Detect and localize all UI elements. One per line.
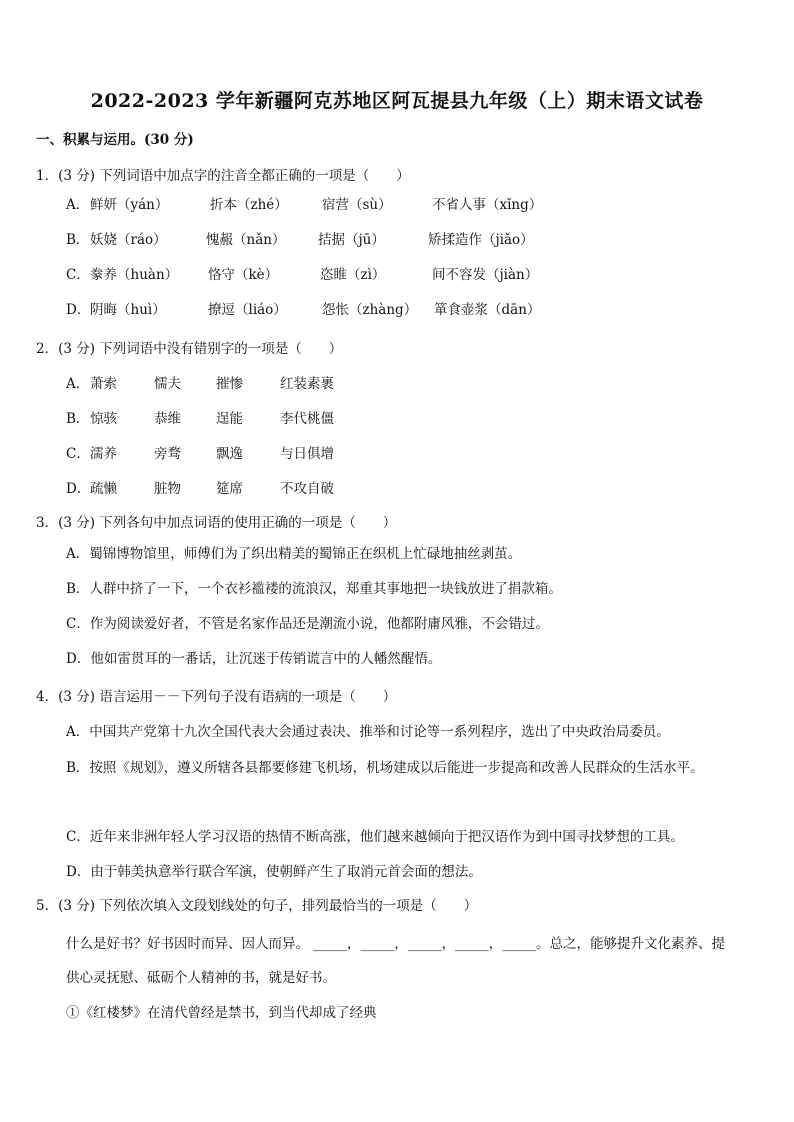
option-label: A． bbox=[66, 376, 90, 392]
option-item: 疏懒 bbox=[90, 481, 117, 497]
option-item: 撩逗（liáo） bbox=[208, 302, 287, 318]
option-label: C． bbox=[66, 446, 90, 462]
option-item: 不攻自破 bbox=[280, 481, 334, 497]
option-label: A． bbox=[66, 197, 90, 213]
option-d: D．他如雷贯耳的一番话，让沉迷于传销谎言中的人幡然醒悟。 bbox=[66, 651, 442, 667]
option-item: 宿营（sù） bbox=[322, 197, 392, 213]
option-c: C．近年来非洲年轻人学习汉语的热情不断高涨，他们越来越倾向于把汉语作为到中国寻找梦想的工具。 bbox=[66, 829, 684, 845]
passage-line-1: 什么是好书？好书因时而异、因人而异。 _____，_____，_____，_____，_____。总之，能够提升文化素养、提 bbox=[66, 936, 726, 952]
option-label: B． bbox=[66, 411, 90, 427]
option-item: 间不容发（jiàn） bbox=[432, 267, 539, 283]
option-label: D． bbox=[66, 302, 91, 318]
option-item: 懦夫 bbox=[154, 376, 181, 392]
sentence-item-1: ①《红楼梦》在清代曾经是禁书，到当代却成了经典 bbox=[66, 1005, 377, 1021]
option-item: 脏物 bbox=[154, 481, 181, 497]
option-c: C．作为阅读爱好者，不管是名家作品还是潮流小说，他都附庸风雅，不会错过。 bbox=[66, 616, 549, 632]
question-3-stem: 3．(3 分) 下列各句中加点词语的使用正确的一项是（ ） bbox=[36, 515, 397, 531]
option-item: 矫揉造作（jiǎo） bbox=[428, 232, 534, 248]
section-heading: 一、积累与运用。(30 分) bbox=[36, 132, 194, 148]
option-d: D．由于韩美执意举行联合军演，使朝鲜产生了取消元首会面的想法。 bbox=[66, 864, 482, 880]
option-label: B． bbox=[66, 232, 90, 248]
option-b: B．按照《规划》，遵义所辖各县都要修建飞机场，机场建成以后能进一步提高和改善人民群众的生活水平。 bbox=[66, 760, 704, 776]
option-item: 濡养 bbox=[90, 446, 117, 462]
option-item: 折本（zhé） bbox=[210, 197, 288, 213]
option-item: 箪食壶浆（dān） bbox=[434, 302, 541, 318]
option-item: 飘逸 bbox=[216, 446, 243, 462]
option-label: C． bbox=[66, 267, 90, 283]
passage-line-2: 供心灵抚慰、砥砺个人精神的书，就是好书。 bbox=[66, 970, 336, 986]
question-1-stem: 1．(3 分) 下列词语中加点字的注音全都正确的一项是（ ） bbox=[36, 168, 410, 184]
option-item: 鲜妍（yán） bbox=[90, 197, 169, 213]
option-item: 旁骛 bbox=[154, 446, 181, 462]
question-2-stem: 2．(3 分) 下列词语中没有错别字的一项是（ ） bbox=[36, 341, 343, 357]
option-item: 阴晦（huì） bbox=[90, 302, 166, 318]
option-item: 不省人事（xǐng） bbox=[432, 197, 543, 213]
question-5-stem: 5．(3 分) 下列依次填入文段划线处的句子，排列最恰当的一项是（ ） bbox=[36, 898, 478, 914]
option-item: 红装素裹 bbox=[280, 376, 334, 392]
option-item: 筵席 bbox=[216, 481, 243, 497]
option-item: 拮据（jū） bbox=[318, 232, 385, 248]
option-item: 摧惨 bbox=[216, 376, 243, 392]
option-item: 怨怅（zhàng） bbox=[322, 302, 418, 318]
option-item: 愧赧（nǎn） bbox=[206, 232, 286, 248]
option-b: B．人群中挤了一下，一个衣衫褴褛的流浪汉，郑重其事地把一块钱放进了捐款箱。 bbox=[66, 581, 562, 597]
option-item: 妖娆（ráo） bbox=[90, 232, 167, 248]
option-item: 恭维 bbox=[154, 411, 181, 427]
option-item: 豢养（huàn） bbox=[90, 267, 179, 283]
option-item: 萧索 bbox=[90, 376, 117, 392]
option-label: D． bbox=[66, 481, 91, 497]
option-item: 逞能 bbox=[216, 411, 243, 427]
option-item: 恪守（kè） bbox=[208, 267, 279, 283]
option-item: 与日俱增 bbox=[280, 446, 334, 462]
question-4-stem: 4．(3 分) 语言运用－－下列句子没有语病的一项是（ ） bbox=[36, 689, 397, 705]
option-a: A．中国共产党第十九次全国代表大会通过表决、推举和讨论等一系列程序，选出了中央政治局委员。 bbox=[66, 724, 670, 740]
option-a: A．蜀锦博物馆里，师傅们为了织出精美的蜀锦正在织机上忙碌地抽丝剥茧。 bbox=[66, 546, 522, 562]
option-item: 恣睢（zì） bbox=[320, 267, 386, 283]
page-title: 2022-2023 学年新疆阿克苏地区阿瓦提县九年级（上）期末语文试卷 bbox=[90, 90, 704, 112]
option-item: 李代桃僵 bbox=[280, 411, 334, 427]
option-item: 惊骇 bbox=[90, 411, 117, 427]
